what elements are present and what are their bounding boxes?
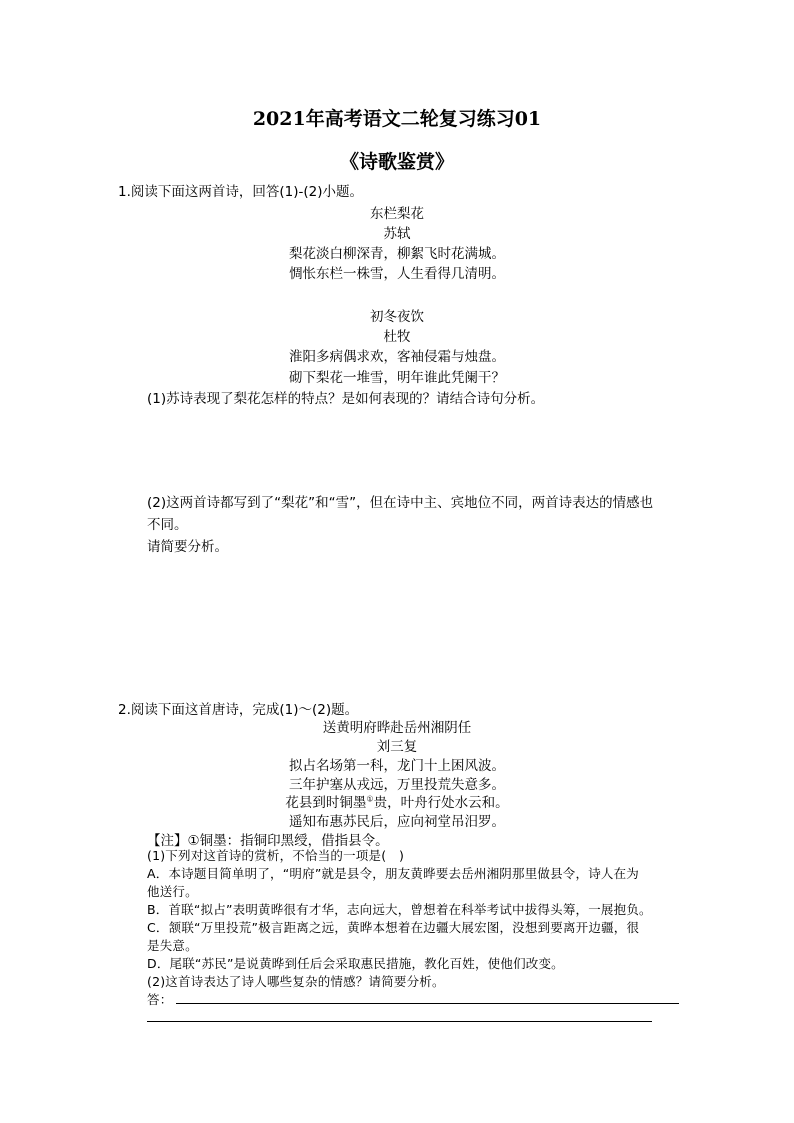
q1-sub2-line3: 请简要分析。 — [147, 539, 228, 555]
answer-line — [147, 1021, 652, 1022]
q2-option-c-cont: 是失意。 — [147, 938, 198, 953]
q2-option-a: A．本诗题目简单明了，“明府”就是县令，朋友黄晔要去岳州湘阴那里做县令，诗人在为 — [147, 866, 640, 881]
poem2-author: 杜牧 — [383, 329, 411, 345]
q2-option-d: D．尾联“苏民”是说黄晔到任后会采取惠民措施，教化百姓，使他们改变。 — [147, 956, 564, 971]
q2-sub1: (1)下列对这首诗的赏析，不恰当的一项是( ) — [147, 848, 405, 863]
answer-label: 答： — [147, 992, 173, 1007]
poem1-author: 苏轼 — [383, 226, 411, 242]
q2-poem-line: 遥知布惠苏民后，应向祠堂吊汨罗。 — [289, 814, 505, 830]
page-title: 2021年高考语文二轮复习练习01 — [252, 108, 542, 130]
q1-prompt: 1.阅读下面这两首诗，回答(1)-(2)小题。 — [118, 184, 363, 200]
q2-poem-line3-part1: 花县到时铜墨 — [285, 795, 367, 811]
q2-poem-line: 拟占名场第一科，龙门十上困风波。 — [289, 758, 505, 774]
q2-poem-author: 刘三复 — [376, 739, 418, 755]
q2-sub2: (2)这首诗表达了诗人哪些复杂的情感？请简要分析。 — [147, 974, 445, 989]
poem1-line: 惆怅东栏一株雪，人生看得几清明。 — [289, 266, 505, 282]
q1-sub2-line2: 不同。 — [147, 517, 188, 533]
page-subtitle: 《诗歌鉴赏》 — [339, 151, 454, 173]
q2-option-b: B．首联“拟占”表明黄晔很有才华，志向远大，曾想着在科举考试中拔得头筹，一展抱负。 — [147, 902, 652, 917]
answer-line — [176, 1003, 679, 1004]
q2-poem-line — [0, 791, 794, 811]
poem1-line: 梨花淡白柳深青，柳絮飞时花满城。 — [289, 246, 505, 262]
poem1-title: 东栏梨花 — [370, 206, 424, 222]
q2-poem-line3-part2: 贵，叶舟行处水云和。 — [373, 795, 509, 811]
q2-option-a-cont: 他送行。 — [147, 884, 198, 899]
q2-poem-line: 三年护塞从戎远，万里投荒失意多。 — [289, 777, 505, 793]
q2-prompt: 2.阅读下面这首唐诗，完成(1)～(2)题。 — [118, 702, 359, 718]
poem2-line: 砌下梨花一堆雪，明年谁此凭阑干？ — [289, 370, 505, 386]
q2-option-c: C．颔联“万里投荒”极言距离之远，黄晔本想着在边疆大展宏图，没想到要离开边疆，很 — [147, 920, 640, 935]
q2-poem-title: 送黄明府晔赴岳州湘阴任 — [322, 720, 472, 736]
q1-sub1: (1)苏诗表现了梨花怎样的特点？是如何表现的？请结合诗句分析。 — [147, 391, 545, 407]
poem2-line: 淮阳多病偶求欢，客袖侵霜与烛盘。 — [289, 349, 505, 365]
q2-note: 【注】①铜墨：指铜印黑绶，借指县令。 — [147, 833, 389, 849]
poem2-title: 初冬夜饮 — [370, 309, 424, 325]
footnote-marker: ① — [366, 794, 374, 804]
q1-sub2-line1: (2)这两首诗都写到了“梨花”和“雪”，但在诗中主、宾地位不同，两首诗表达的情感也 — [147, 495, 654, 511]
